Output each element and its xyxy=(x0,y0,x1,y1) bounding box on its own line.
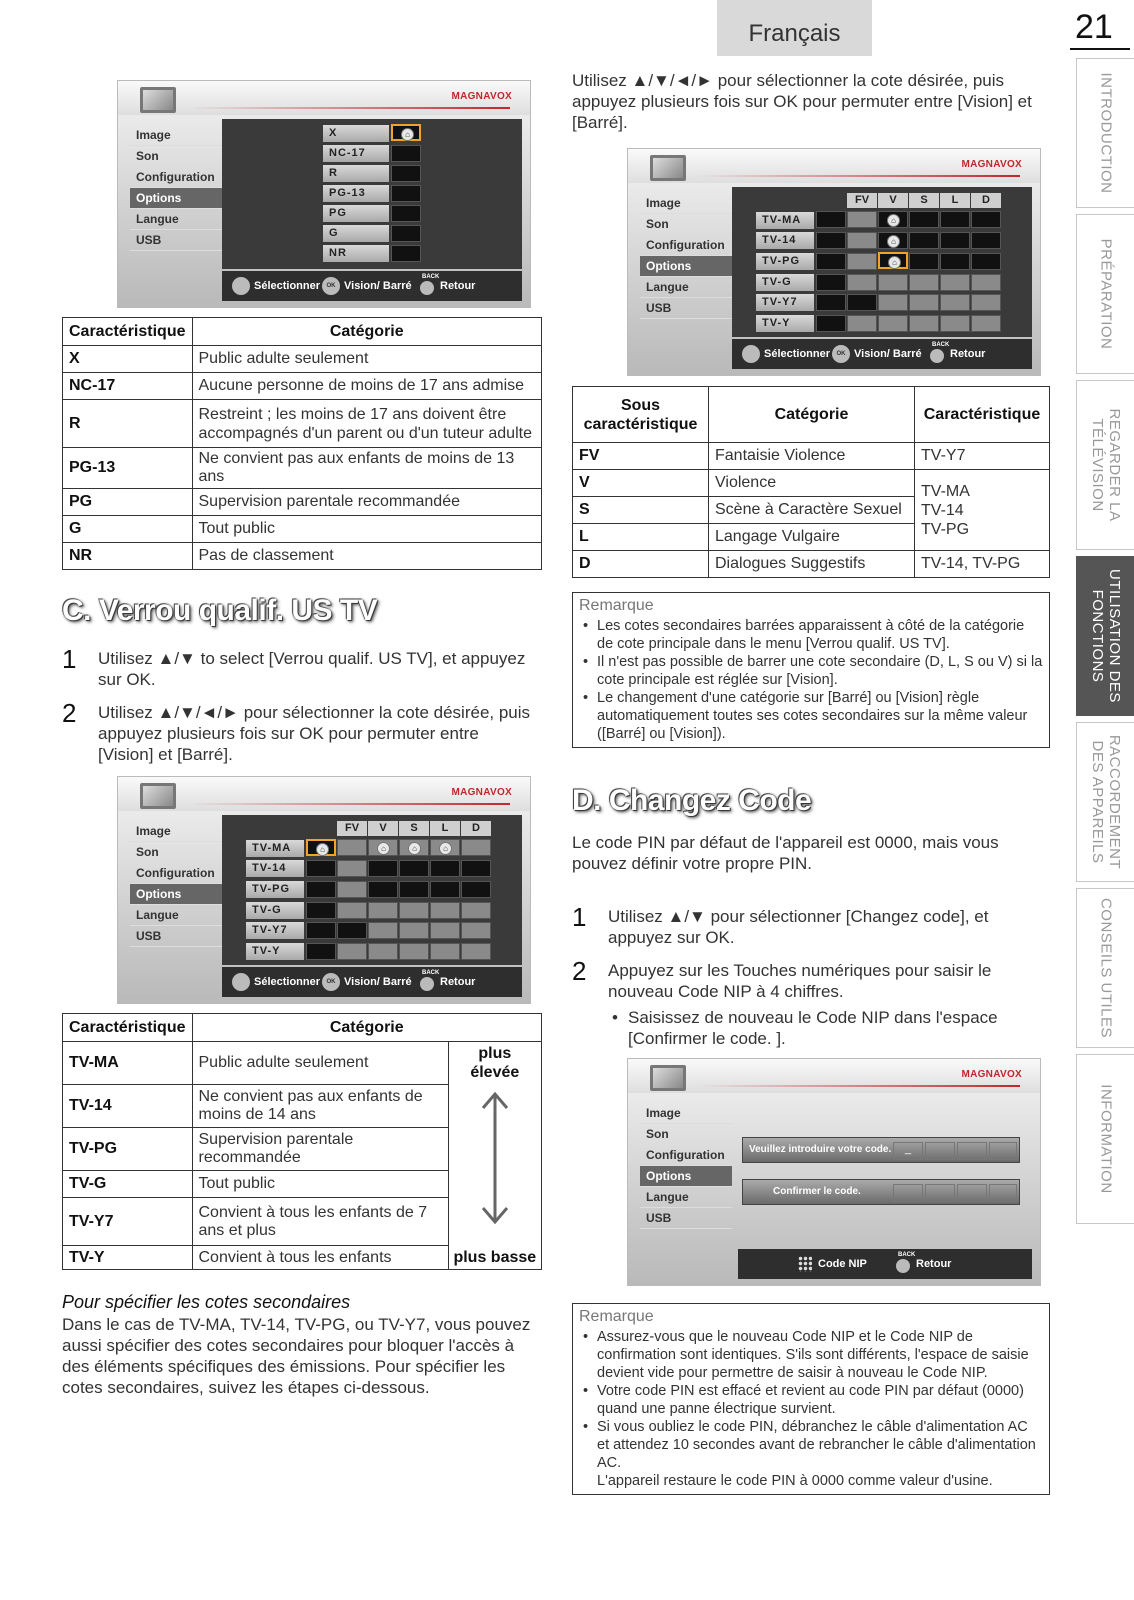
back-button-icon xyxy=(930,349,944,363)
section-c-title: C. Verrou qualif. US TV xyxy=(62,594,378,627)
rating-cell[interactable] xyxy=(909,294,939,311)
menu-item[interactable]: Son xyxy=(130,146,222,167)
rating-cell-selected[interactable] xyxy=(306,839,336,856)
lock-icon: ⌂ xyxy=(401,128,414,141)
rating-cell[interactable] xyxy=(306,860,336,877)
rating-cell[interactable] xyxy=(391,185,421,202)
rating-cell[interactable] xyxy=(337,839,367,856)
rating-cell[interactable] xyxy=(940,315,970,332)
dpad-icon xyxy=(232,277,250,295)
rating-cell[interactable] xyxy=(391,205,421,222)
step-d-bullet: • Saisissez de nouveau le Code NIP dans l'espace [Confirmer le code. ]. xyxy=(612,1008,998,1048)
rating-cell[interactable] xyxy=(878,232,908,249)
tv-screen-mpaa xyxy=(117,80,531,308)
rating-cell[interactable] xyxy=(971,274,1001,291)
rating-row-label[interactable]: NR xyxy=(323,245,389,262)
note-2 xyxy=(572,1303,1050,1495)
lock-icon: ⌂ xyxy=(887,214,900,227)
menu-item[interactable]: Langue xyxy=(640,277,732,298)
rating-cell[interactable] xyxy=(368,839,398,856)
menu-item[interactable]: Configuration xyxy=(130,863,222,884)
tv-icon xyxy=(650,1065,686,1091)
side-tab-conseils[interactable]: CONSEILS UTILES xyxy=(1076,888,1134,1048)
sub-header: D xyxy=(461,821,491,836)
rating-cell[interactable] xyxy=(399,881,429,898)
menu-item[interactable]: Son xyxy=(130,842,222,863)
sub-header: S xyxy=(909,193,939,208)
mpaa-rating-table: Caractéristique Catégorie X Public adulte seulement NC-17 Aucune personne de moins de 17 ans admise R Restreint ; les moins de 17 ans doivent être accompagnés d'un parent ou d'un tuteur adulte PG-13 Ne convient pas aux enfants de moins de 13 ans PG Supervision parentale recommandée G Tout public NR Pas de classement xyxy=(62,317,542,570)
menu-item[interactable]: Image xyxy=(640,193,732,214)
rating-cell[interactable] xyxy=(461,881,491,898)
rating-cell[interactable] xyxy=(847,315,877,332)
rating-cell[interactable] xyxy=(430,881,460,898)
rating-cell[interactable] xyxy=(909,315,939,332)
rating-cell[interactable] xyxy=(940,274,970,291)
side-tab-utilisation[interactable]: UTILISATION DES FONCTIONS xyxy=(1076,556,1134,716)
lock-icon: ⌂ xyxy=(439,842,452,855)
menu-item[interactable]: Langue xyxy=(130,905,222,926)
rating-cell[interactable] xyxy=(847,253,877,270)
rating-cell[interactable] xyxy=(816,253,846,270)
tv-bottom-bar: Code NIP BACK Retour xyxy=(738,1249,1032,1279)
rating-scale: plus élevée plus basse xyxy=(448,1042,541,1270)
rating-cell[interactable] xyxy=(909,274,939,291)
lock-icon: ⌂ xyxy=(408,842,421,855)
rating-cell[interactable] xyxy=(399,943,429,960)
sub-header: S xyxy=(399,821,429,836)
sub-header: L xyxy=(940,193,970,208)
rating-cell[interactable] xyxy=(971,315,1001,332)
rating-cell[interactable] xyxy=(337,943,367,960)
page-number-underline xyxy=(1070,48,1130,50)
menu-item[interactable]: USB xyxy=(640,1208,732,1229)
menu-item[interactable]: Image xyxy=(130,125,222,146)
brand-logo: MAGNAVOX xyxy=(451,91,512,102)
rating-cell[interactable] xyxy=(399,860,429,877)
menu-item[interactable]: Image xyxy=(640,1103,732,1124)
rating-cell[interactable] xyxy=(430,860,460,877)
sub-header: FV xyxy=(337,821,367,836)
rating-cell[interactable] xyxy=(971,253,1001,270)
note-title: Remarque xyxy=(579,1308,654,1325)
menu-item-selected[interactable]: Options xyxy=(130,884,222,905)
note-item: • Si vous oubliez le code PIN, débranchez le câble d'alimentation AC et attendez 10 secondes avant de rebrancher le câble d'alimentation AC. xyxy=(579,1418,1043,1472)
rating-row-label[interactable]: TV-G xyxy=(246,902,304,919)
rating-cell[interactable] xyxy=(878,294,908,311)
lock-icon: ⌂ xyxy=(316,843,329,856)
tv-screen-code xyxy=(627,1058,1041,1286)
tv-screen-subratings xyxy=(627,148,1041,376)
side-tab-regarder[interactable]: REGARDER LA TÉLÉVISION xyxy=(1076,380,1134,550)
rating-cell[interactable] xyxy=(337,860,367,877)
pin-entry-field[interactable]: Veuillez introduire votre code. _ xyxy=(742,1137,1020,1163)
rating-cell[interactable] xyxy=(847,294,877,311)
lock-icon: ⌂ xyxy=(888,256,901,269)
rating-cell[interactable] xyxy=(909,232,939,249)
double-arrow-icon xyxy=(475,1088,515,1228)
rating-cell[interactable] xyxy=(337,881,367,898)
sub-header: V xyxy=(368,821,398,836)
rating-cell[interactable] xyxy=(368,860,398,877)
rating-cell[interactable] xyxy=(940,253,970,270)
rating-cell[interactable] xyxy=(430,839,460,856)
keypad-icon xyxy=(798,1256,812,1272)
rating-cell[interactable] xyxy=(940,232,970,249)
sub-ratings-title: Pour spécifier les cotes secondaires xyxy=(62,1292,351,1312)
rating-row-label[interactable]: TV-Y xyxy=(756,315,814,332)
tv-bottom-bar: Sélectionner OK Vision/ Barré BACK Retour xyxy=(222,967,522,997)
rating-cell[interactable] xyxy=(391,165,421,182)
tv-icon xyxy=(140,87,176,113)
rating-cell[interactable] xyxy=(399,902,429,919)
brand-logo: MAGNAVOX xyxy=(961,1069,1022,1080)
rating-row-label[interactable]: NC-17 xyxy=(323,145,389,162)
menu-item-selected[interactable]: Options xyxy=(640,1166,732,1187)
menu-item[interactable]: USB xyxy=(130,230,222,251)
rating-cell[interactable] xyxy=(461,839,491,856)
rating-cell[interactable] xyxy=(909,211,939,228)
rating-cell[interactable] xyxy=(391,225,421,242)
sub-header: D xyxy=(971,193,1001,208)
rating-cell-selected[interactable] xyxy=(391,124,421,141)
rating-cell[interactable] xyxy=(461,860,491,877)
rating-cell[interactable] xyxy=(399,839,429,856)
rating-cell[interactable] xyxy=(816,232,846,249)
page-number: 21 xyxy=(1075,8,1113,46)
tv-bottom-bar: Sélectionner OK Vision/ Barré BACK Retour xyxy=(222,271,522,301)
sub-rating-table: Sous caractéristique Catégorie Caractéristique FV Fantaisie Violence TV-Y7 V Violence TV-MA TV-14 TV-PG S Scène à Caractère Sexuel L Langage Vulgaire D Dialogues Suggestifs TV-14, TV-PG xyxy=(572,386,1050,578)
side-tab-preparation[interactable]: PRÉPARATION xyxy=(1076,214,1134,374)
rating-row-label[interactable]: TV-MA xyxy=(246,840,304,857)
menu-item[interactable]: Configuration xyxy=(640,1145,732,1166)
menu-item[interactable]: Langue xyxy=(640,1187,732,1208)
rating-row-label[interactable]: TV-PG xyxy=(756,253,814,270)
menu-item[interactable]: Image xyxy=(130,821,222,842)
rating-cell[interactable] xyxy=(337,922,367,939)
rating-cell[interactable] xyxy=(306,881,336,898)
rating-row-label[interactable]: TV-Y7 xyxy=(756,294,814,311)
note-item: • Assurez-vous que le nouveau Code NIP et le Code NIP de confirmation sont identiques. S'ils sont différents, l'espace de saisie devient vide pour permettre de saisir à nouveau le Code NIP. xyxy=(579,1328,1043,1382)
side-tab-raccordement[interactable]: RACCORDEMENT DES APPAREILS xyxy=(1076,722,1134,882)
rating-cell[interactable] xyxy=(391,245,421,262)
section-d-title: D. Changez Code xyxy=(572,784,812,817)
tv-icon xyxy=(140,783,176,809)
dpad-icon xyxy=(742,345,760,363)
rating-row-label[interactable]: TV-14 xyxy=(246,860,304,877)
note-item: • Le changement d'une catégorie sur [Barré] ou [Vision] règle automatiquement toutes ses cotes secondaires sur la même valeur ([Barré] ou [Vision]). xyxy=(579,689,1043,743)
rating-row-label[interactable]: TV-Y7 xyxy=(246,922,304,939)
rating-cell[interactable] xyxy=(368,902,398,919)
note-item: • Votre code PIN est effacé et revient au code PIN par défaut (0000) quand une panne électrique survient. xyxy=(579,1382,1043,1418)
ok-button-icon: OK xyxy=(832,345,850,363)
rating-row-label[interactable]: R xyxy=(323,165,389,182)
tv-rating-table: Caractéristique Catégorie TV-MA Public adulte seulement plus élevée plus basse TV-14 Ne convient pas aux enfants de moins de 14 ans TV-PG Supervision parentale recommandée TV-G Tout public TV-Y7 Convient à tous les enfants de 7 ans et plus TV-Y Convient à tous les enfants xyxy=(62,1013,542,1270)
lock-icon: ⌂ xyxy=(887,235,900,248)
note-1 xyxy=(572,592,1050,748)
rating-row-label[interactable]: TV-MA xyxy=(756,212,814,229)
rating-row-label[interactable]: X xyxy=(323,125,389,142)
section-d-intro: Le code PIN par défaut de l'appareil est 0000, mais vous pouvez définir votre propre PIN. xyxy=(572,833,999,873)
tv-screen-ustv xyxy=(117,776,531,1004)
rating-cell[interactable] xyxy=(971,294,1001,311)
note-footer: L'appareil restaure le code PIN à 0000 comme valeur d'usine. xyxy=(597,1473,993,1489)
side-tab-introduction[interactable]: INTRODUCTION xyxy=(1076,58,1134,208)
rating-cell[interactable] xyxy=(816,211,846,228)
menu-item-selected[interactable]: Options xyxy=(130,188,222,209)
rating-cell[interactable] xyxy=(430,902,460,919)
note-title: Remarque xyxy=(579,597,654,614)
menu-item[interactable]: Langue xyxy=(130,209,222,230)
rating-cell[interactable] xyxy=(847,274,877,291)
rating-cell[interactable] xyxy=(306,922,336,939)
rating-cell[interactable] xyxy=(816,315,846,332)
rating-row-label[interactable]: TV-Y xyxy=(246,943,304,960)
tv-icon xyxy=(650,155,686,181)
menu-item-selected[interactable]: Options xyxy=(640,256,732,277)
rating-row-label[interactable]: PG xyxy=(323,205,389,222)
rating-cell[interactable] xyxy=(391,145,421,162)
rating-row-label[interactable]: TV-PG xyxy=(246,881,304,898)
sub-header: L xyxy=(430,821,460,836)
tv-menu xyxy=(640,193,732,319)
rating-cell[interactable] xyxy=(306,902,336,919)
rating-cell[interactable] xyxy=(971,232,1001,249)
rating-cell[interactable] xyxy=(461,943,491,960)
menu-item[interactable]: Configuration xyxy=(130,167,222,188)
rating-cell[interactable] xyxy=(847,211,877,228)
sub-header: V xyxy=(878,193,908,208)
rating-row-label[interactable]: PG-13 xyxy=(323,185,389,202)
menu-item[interactable]: USB xyxy=(640,298,732,319)
rating-cell[interactable] xyxy=(940,294,970,311)
rating-cell[interactable] xyxy=(940,211,970,228)
rating-row-label[interactable]: TV-G xyxy=(756,274,814,291)
menu-item[interactable]: Son xyxy=(640,1124,732,1145)
rating-cell[interactable] xyxy=(971,211,1001,228)
rating-cell[interactable] xyxy=(368,881,398,898)
rating-cell[interactable] xyxy=(430,943,460,960)
ok-button-icon: OK xyxy=(322,973,340,991)
rating-cell[interactable] xyxy=(337,902,367,919)
rating-cell[interactable] xyxy=(878,211,908,228)
back-button-icon xyxy=(420,281,434,295)
rating-cell[interactable] xyxy=(878,315,908,332)
ok-button-icon: OK xyxy=(322,277,340,295)
sub-header: FV xyxy=(847,193,877,208)
rating-cell[interactable] xyxy=(430,922,460,939)
menu-item[interactable]: USB xyxy=(130,926,222,947)
sub-ratings-text: Dans le cas de TV-MA, TV-14, TV-PG, ou TV-Y7, vous pouvez aussi spécifier des cotes secondaires pour bloquer l'accès à des éléments spécifiques des émissions. Pour spécifier les cotes secondaires, suivez les étapes ci-dessous. xyxy=(62,1315,531,1397)
menu-item[interactable]: Son xyxy=(640,214,732,235)
rating-cell[interactable] xyxy=(878,274,908,291)
menu-item[interactable]: Configuration xyxy=(640,235,732,256)
rating-cell[interactable] xyxy=(909,253,939,270)
rating-row-label[interactable]: G xyxy=(323,225,389,242)
rating-cell[interactable] xyxy=(306,943,336,960)
rating-cell[interactable] xyxy=(847,232,877,249)
rating-row-label[interactable]: TV-14 xyxy=(756,232,814,249)
rating-cell[interactable] xyxy=(816,274,846,291)
brand-logo: MAGNAVOX xyxy=(451,787,512,798)
back-button-icon xyxy=(420,977,434,991)
dpad-icon xyxy=(232,973,250,991)
language-tab: Français xyxy=(717,0,872,56)
pin-confirm-field[interactable]: Confirmer le code. xyxy=(742,1179,1020,1205)
rating-cell[interactable] xyxy=(399,922,429,939)
tv-menu xyxy=(640,1103,732,1229)
rating-cell[interactable] xyxy=(816,294,846,311)
rating-cell[interactable] xyxy=(461,902,491,919)
rating-cell[interactable] xyxy=(461,922,491,939)
rating-cell-selected[interactable] xyxy=(878,252,908,269)
tv-menu xyxy=(130,125,222,251)
lock-icon: ⌂ xyxy=(377,842,390,855)
tv-menu xyxy=(130,821,222,947)
side-tab-information[interactable]: INFORMATION xyxy=(1076,1054,1134,1224)
note-item: • Les cotes secondaires barrées apparaissent à côté de la catégorie de cote principale dans le menu [Verrou qualif. US TV]. xyxy=(579,617,1043,653)
note-item: • Il n'est pas possible de barrer une cote secondaire (D, L, S ou V) si la cote principale est réglée sur [Vision]. xyxy=(579,653,1043,689)
rating-cell[interactable] xyxy=(368,943,398,960)
back-button-icon xyxy=(896,1259,910,1273)
tv-bottom-bar: Sélectionner OK Vision/ Barré BACK Retour xyxy=(732,339,1032,369)
right-intro-text: Utilisez ▲/▼/◄/► pour sélectionner la cote désirée, puis appuyez plusieurs fois sur OK pour permuter entre [Vision] et [Barré]. xyxy=(572,71,1032,132)
brand-logo: MAGNAVOX xyxy=(961,159,1022,170)
rating-cell[interactable] xyxy=(368,922,398,939)
